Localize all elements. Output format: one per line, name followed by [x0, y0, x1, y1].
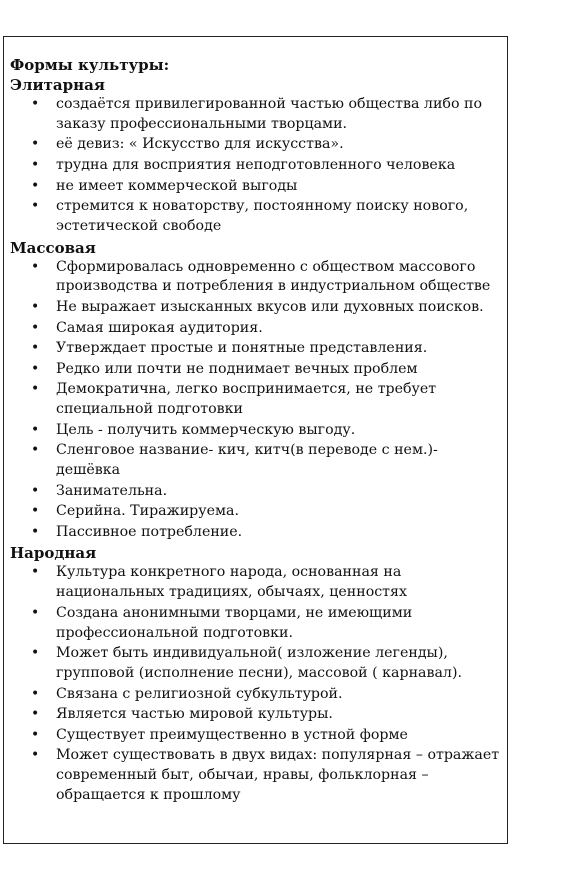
list-item-text: Самая широкая аудитория. [56, 319, 263, 336]
list-item-text: Сформировалась одновременно с обществом массового производства и потребления в индустриальном обществе [56, 258, 491, 295]
list-item [10, 197, 503, 237]
list-item [10, 360, 503, 380]
list-item-text: Утверждает простые и понятные представления. [56, 340, 428, 357]
list-item-text: Является частью мировой культуры. [56, 706, 333, 723]
bullet-icon: • [31, 156, 40, 173]
list-item [10, 339, 503, 359]
list-item-text: её девиз: « Искусство для искусства». [56, 136, 344, 153]
list-item [10, 705, 503, 725]
bullet-icon: • [31, 482, 40, 499]
list-item [10, 380, 503, 420]
list-item-text: Серийна. Тиражируема. [56, 503, 239, 520]
bullet-icon: • [31, 421, 40, 438]
bullet-icon: • [31, 177, 40, 194]
list-item [10, 523, 503, 543]
list-item [10, 685, 503, 705]
bullet-icon: • [31, 340, 40, 357]
list-item-text: Может быть индивидуальной( изложение легенды), групповой (исполнение песни), массовой ( карнавал). [56, 645, 462, 682]
bullet-icon: • [31, 564, 40, 581]
list-item [10, 644, 503, 684]
bullet-icon: • [31, 645, 40, 662]
bullet-icon: • [31, 96, 40, 112]
list-item [10, 156, 503, 176]
list-item-text: Связана с религиозной субкультурой. [56, 685, 343, 702]
list-item-text: трудна для восприятия неподготовленного человека [56, 156, 456, 173]
list-item-text: создаётся привилегированной частью общества либо по заказу профессиональными творцами. [56, 96, 482, 132]
list-item [10, 258, 503, 298]
elite-list [10, 95, 503, 237]
bullet-icon: • [31, 706, 40, 723]
list-item [10, 135, 503, 155]
list-item [10, 726, 503, 746]
list-item [10, 502, 503, 522]
list-item [10, 563, 503, 603]
section-heading-mass: Массовая [10, 238, 96, 257]
list-item [10, 95, 503, 135]
bullet-icon: • [31, 381, 40, 398]
folk-list [10, 563, 503, 805]
list-item-text: Сленговое название- кич, китч(в переводе с нем.)- дешёвка [56, 442, 438, 479]
list-item-text: Редко или почти не поднимает вечных проблем [56, 360, 418, 377]
bullet-icon: • [31, 319, 40, 336]
list-item [10, 177, 503, 197]
list-item [10, 421, 503, 441]
document-frame [3, 36, 508, 844]
list-item [10, 298, 503, 318]
section-heading-folk: Народная [10, 544, 97, 563]
list-item-text: Культура конкретного народа, основанная на национальных традициях, обычаях, ценностях [56, 564, 407, 601]
list-item-text: Может существовать в двух видах: популярная – отражает современный быт, обычаи, нравы, фольклорная – обращается к прошлому [56, 747, 500, 804]
page-title: Формы культуры: [10, 56, 170, 74]
bullet-icon: • [31, 685, 40, 702]
bullet-icon: • [31, 198, 40, 215]
list-item-text: не имеет коммерческой выгоды [56, 177, 298, 194]
list-item-text: Демократична, легко воспринимается, не требует специальной подготовки [56, 381, 437, 418]
document-content [10, 55, 503, 807]
mass-list [10, 258, 503, 543]
bullet-icon: • [31, 136, 40, 153]
bullet-icon: • [31, 298, 40, 315]
bullet-icon: • [31, 604, 40, 621]
list-item-text: Создана анонимными творцами, не имеющими профессиональной подготовки. [56, 604, 413, 641]
list-item-text: Цель - получить коммерческую выгоду. [56, 421, 356, 438]
bullet-icon: • [31, 360, 40, 377]
list-item-text: Пассивное потребление. [56, 523, 243, 540]
section-heading-elite: Элитарная [10, 76, 105, 94]
bullet-icon: • [31, 523, 40, 540]
bullet-icon: • [31, 258, 40, 275]
list-item-text: Существует преимущественно в устной форме [56, 726, 408, 743]
bullet-icon: • [31, 747, 40, 764]
list-item [10, 604, 503, 644]
bullet-icon: • [31, 726, 40, 743]
list-item [10, 482, 503, 502]
bullet-icon: • [31, 503, 40, 520]
list-item-text: стремится к новаторству, постоянному поиску нового, эстетической свободе [56, 198, 469, 234]
list-item [10, 319, 503, 339]
list-item-text: Не выражает изысканных вкусов или духовных поисков. [56, 298, 484, 315]
bullet-icon: • [31, 442, 40, 459]
list-item [10, 746, 503, 805]
list-item [10, 441, 503, 481]
list-item-text: Занимательна. [56, 482, 168, 499]
